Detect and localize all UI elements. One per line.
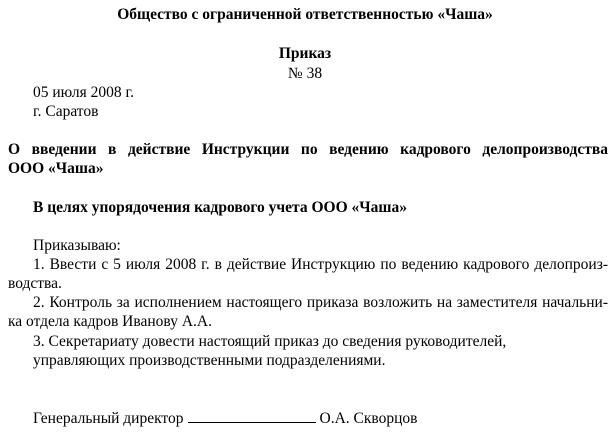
order-item-3-line2: управляющих производственными подразделениями. [33, 352, 386, 369]
signature-position: Генеральный директор [33, 410, 184, 427]
order-item-2-line2: ка отдела кадров Иванову А.А. [8, 313, 212, 330]
order-item-1-line1: 1. Ввести с 5 июля 2008 г. в действие Инструкцию по ведению кадрового делопроиз- [33, 256, 608, 273]
doc-title-line1: О введении в действие Инструкции по ведению кадрового делопроизводства [8, 141, 608, 158]
signature-line [188, 409, 316, 423]
signature-block [33, 409, 417, 428]
signature-name: О.А. Скворцов [319, 410, 418, 427]
doc-title-line2: ООО «Чаша» [8, 160, 104, 177]
doc-city: г. Саратов [33, 103, 99, 120]
doc-preamble: В целях упорядочения кадрового учета ООО «Чаша» [33, 199, 407, 216]
order-word: Приказываю: [33, 237, 121, 254]
doc-number: № 38 [287, 65, 323, 82]
order-item-3-line1: 3. Секретариату довести настоящий приказ до сведения руководителей, [33, 333, 507, 350]
order-item-1-line2: водства. [8, 275, 62, 292]
doc-date: 05 июля 2008 г. [33, 84, 134, 101]
doc-type: Приказ [278, 45, 332, 62]
order-item-2-line1: 2. Контроль за исполнением настоящего приказа возложить на заместителя начальни- [33, 294, 608, 311]
company-header: Общество с ограниченной ответственностью «Чаша» [117, 6, 493, 23]
